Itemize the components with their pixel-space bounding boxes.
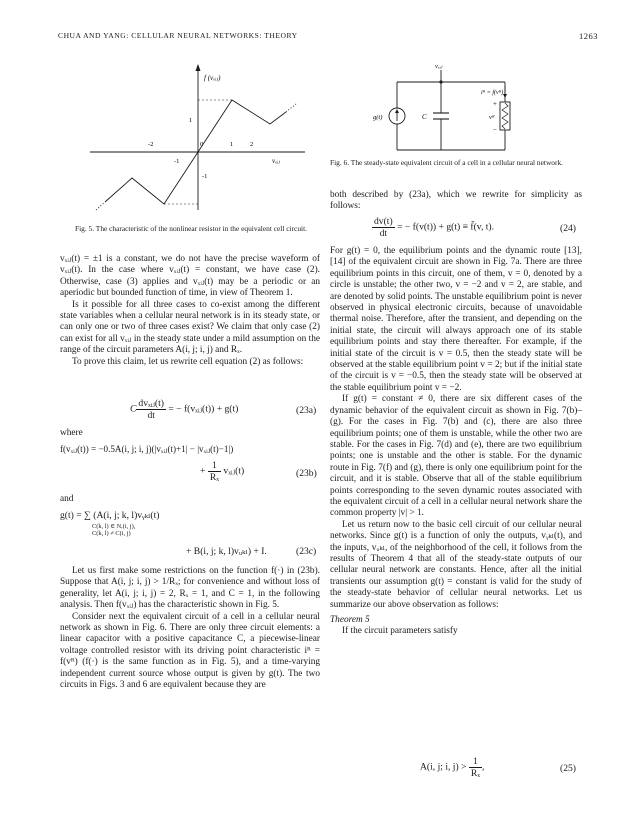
eq23a-rhs: = − f(vₓᵢⱼ(t)) + g(t) bbox=[168, 403, 239, 415]
eq23c-sum-sub-1: C(k, l) ∈ Nᵣ(i, j), bbox=[92, 523, 136, 530]
right-paragraph-2: For g(t) = 0, the equilibrium points and the dynamic route [13], [14] of the equivalent circuit are shown in Fig. 7a. There are three equilibrium points in this circuit, one of them, v = 0, denoted by a circle is unstable; the other two, v = −2 and v = 2, are stable, and are denoted by solid points. The unstable equilibrium point is never observed in physical electronic circuits, because of unavoidable thermal noise. Therefore, after the transient, and depending on the initial state, the circuit will always approach one of its stable equilibrium points and stay there thereafter. For example, if the initial state of the circuit is v = 0.5, then the steady state will be observed at the stable equilibrium point v = 2; but if the initial state of the circuit is v = −0.5, then the steady state will be observed at the stable equilibrium point v = −2. bbox=[330, 246, 582, 393]
eq25-fraction bbox=[469, 756, 485, 779]
fig5-x-label: vₓᵢⱼ bbox=[272, 157, 281, 165]
fig5-y-arrow bbox=[196, 64, 201, 71]
eq25-lhs: A(i, j; i, j) > bbox=[420, 761, 467, 773]
and-label: and bbox=[60, 494, 74, 504]
right-paragraph-4: Let us return now to the basic cell circuit of our cellular neural networks. Since g(t) is a function of only the outputs, vᵧₖₗ(t), and the inputs, vᵤₖₗ, of the neighborhood of the cell, it follows from the results of Theorem 4 that all of the steady-state outputs of our cellular neural network are constants. Hence, after all the initial transients our assumption g(t) = constant is valid for the study of the steady-state behavior of cellular neural networks. Let us summarize our above observation as follows: bbox=[330, 519, 582, 610]
eq23b-number: (23b) bbox=[296, 468, 317, 479]
fig5-tick-0: 0 bbox=[200, 141, 204, 148]
fig5-plot bbox=[80, 60, 310, 215]
equation-25 bbox=[420, 756, 484, 779]
eq23c-number: (23c) bbox=[296, 546, 317, 557]
theorem-5-title: Theorem 5 bbox=[330, 615, 370, 625]
eq23a-derivative bbox=[136, 398, 166, 421]
right-paragraph-1: both described by (23a), which we rewrite for simplicity as follows: bbox=[330, 190, 582, 212]
fig5-tick-neg2: -2 bbox=[148, 141, 154, 148]
fig6-current-label: iᴿ = f(vᴿ) bbox=[481, 90, 504, 96]
eq23a-capacitance: C bbox=[130, 403, 137, 415]
equation-23b-line1: f(vₓᵢⱼ(t)) = −0.5A(i, j; i, j)(|vₓᵢⱼ(t)+1| − |vₓᵢⱼ(t)−1|) bbox=[60, 444, 234, 454]
eq25-numerator: 1 bbox=[469, 756, 482, 768]
fig6-caption: Fig. 6. The steady-state equivalent circuit of a cell in a cellular neural network. bbox=[330, 158, 563, 167]
right-paragraph-3: If g(t) = constant ≠ 0, there are six different cases of the dynamic behavior of the equivalent circuit as shown in Fig. 7(b)–(g). For the cases in Fig. 7(b) and (c), there are also three equilibrium points; one of them is unstable, while the other two are stable. For the cases in Fig. 7(d) and (e), there are two equilibrium points; one is unstable and the other is stable. For the dynamic route in Fig. 7(f) and (g), there is only one equilibrium point for the circuit, and it is stable. Observe that all of the stable equilibrium points corresponding to the seven dynamic routes associated with the equivalent circuit of a cell in a cellular neural network share the common property |v| > 1. bbox=[330, 394, 582, 519]
fig6-cap-label: C bbox=[422, 113, 427, 121]
eq23a-number: (23a) bbox=[296, 405, 317, 416]
eq23a-denominator: dt bbox=[147, 410, 155, 421]
eq24-rhs: = − f(v(t)) + g(t) ≡ f̃(v, t). bbox=[397, 221, 495, 233]
fig5-caption: Fig. 5. The characteristic of the nonlinear resistor in the equivalent cell circuit. bbox=[75, 224, 307, 233]
fig6-top-label: vₓᵢⱼ bbox=[435, 63, 443, 70]
fig6-current-arrowhead bbox=[503, 94, 507, 98]
left-column-top bbox=[60, 254, 320, 368]
eq24-number: (24) bbox=[560, 223, 576, 234]
fig5-y-label: f (vₓᵢⱼ) bbox=[204, 74, 221, 82]
equation-24 bbox=[372, 216, 494, 239]
eq23a-numerator: dvₓᵢⱼ(t) bbox=[138, 398, 164, 409]
running-title: CHUA AND YANG: CELLULAR NEURAL NETWORKS: THEORY bbox=[58, 31, 298, 40]
right-column-body bbox=[330, 246, 582, 638]
eq23b-tail: vₓᵢⱼ(t) bbox=[223, 465, 245, 477]
eq23b-numerator: 1 bbox=[208, 460, 221, 472]
equation-23b-line2 bbox=[200, 460, 244, 483]
eq24-numerator: dv(t) bbox=[374, 216, 393, 227]
eq25-denominator: Rₓ bbox=[470, 768, 481, 779]
fig5-tick-neg1: -1 bbox=[174, 158, 180, 165]
fig5-curve-dots-left bbox=[96, 202, 105, 210]
fig6-source-label: g(t) bbox=[373, 114, 383, 121]
left-column-bottom bbox=[60, 566, 320, 691]
eq23c-sum-sub-2: C(k, l) ≠ C(i, j) bbox=[92, 530, 131, 537]
where-label: where bbox=[60, 428, 83, 438]
fig5-tick-yneg: -1 bbox=[202, 173, 208, 180]
eq23b-fraction bbox=[208, 460, 221, 483]
fig6-minus: − bbox=[493, 126, 497, 134]
page-number: 1263 bbox=[579, 31, 598, 41]
equation-23a bbox=[130, 398, 238, 421]
left-paragraph-3: To prove this claim, let us rewrite cell equation (2) as follows: bbox=[72, 356, 304, 367]
left-paragraph-5: Consider next the equivalent circuit of a cell in a cellular neural network as shown in Fig. 6. There are only three circuit elements: a linear capacitor with a positive capacitance C, a piecewise-linear voltage controlled resistor with its driving point characteristic iᴿ = f(vᴿ) (f(·) is the same function as in Fig. 5), and a time-varying independent current source whose output is given by g(t). The two circuits in Figs. 3 and 6 are equivalent because they are bbox=[60, 611, 320, 691]
fig6-circuit bbox=[355, 56, 545, 156]
fig5-tick-1: 1 bbox=[230, 141, 234, 148]
left-paragraph-1: vₓᵢⱼ(t) = ±1 is a constant, we do not have the precise waveform of vₓᵢⱼ(t). In the case where vₓᵢⱼ(t) = constant, we have case (2). Otherwise, case (3) applies and vₓᵢⱼ(t) may be a periodic or an aperiodic but bounded function of time, in view of Theorem 1. bbox=[60, 254, 320, 299]
eq23b-plus: + bbox=[200, 465, 206, 477]
fig6-resistor-label: vᴿ bbox=[489, 114, 495, 121]
eq25-comma: , bbox=[482, 761, 485, 773]
left-paragraph-2: Is it possible for all three cases to co-exist among the different state variables when a cellular neural network is in its steady state, or can only one or two of three cases exist? We claim that only case (2) can exist for all vₓᵢⱼ in the steady state under a mild assumption on the range of the circuit parameters A(i, j; i, j) and Rₓ. bbox=[60, 299, 320, 356]
equation-23c-line1: g(t) = ∑ (A(i, j; k, l)vᵧₖₗ(t) bbox=[60, 510, 160, 521]
equation-23c-line2: + B(i, j; k, l)vᵤₖₗ) + I. bbox=[186, 546, 267, 557]
fig5-curve-dots-right bbox=[286, 104, 296, 112]
fig5-tick-ypos: 1 bbox=[189, 117, 193, 124]
eq24-derivative bbox=[372, 216, 395, 239]
left-paragraph-4: Let us first make some restrictions on the function f(·) in (23b). Suppose that A(i, j; i, j) > 1/Rₓ; for convenience and without loss of generality, let A(i, j; i, j) = 2, Rₓ = 1, and C = 1, in the following analysis. Then f(vₓᵢⱼ) has the characteristic shown in Fig. 5. bbox=[60, 566, 320, 611]
fig5-tick-2: 2 bbox=[250, 141, 254, 148]
fig6-plus: + bbox=[493, 100, 497, 108]
eq23b-denominator: Rₓ bbox=[209, 472, 220, 483]
eq24-denominator: dt bbox=[379, 228, 388, 239]
eq25-number: (25) bbox=[560, 763, 576, 774]
theorem-5-text: If the circuit parameters satisfy bbox=[342, 626, 458, 637]
